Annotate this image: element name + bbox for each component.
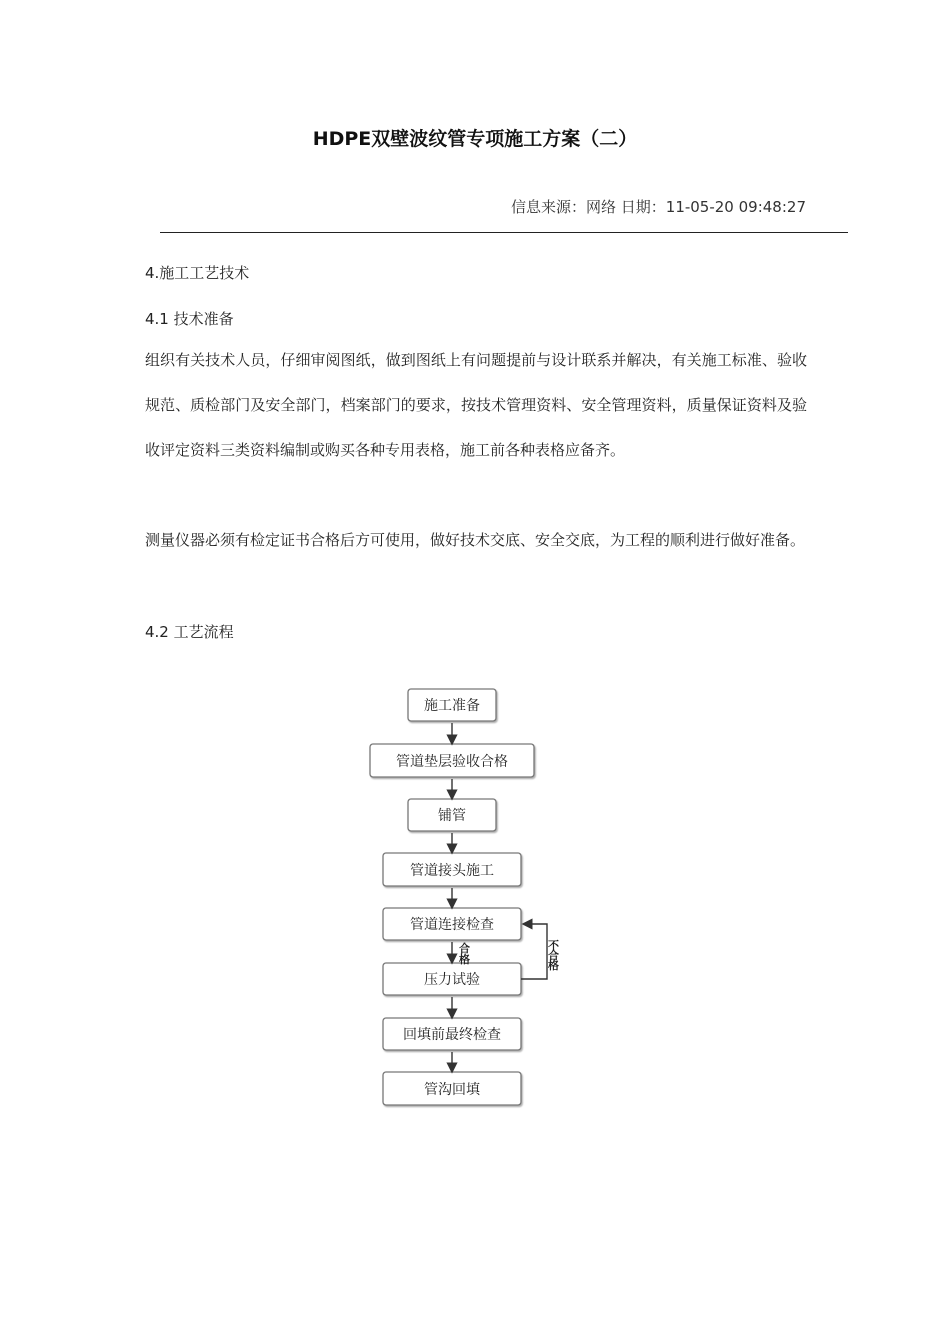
flow-step-6 <box>383 963 521 995</box>
section-heading-4-2: 4.2 工艺流程 <box>145 623 234 641</box>
flow-step-3 <box>408 799 496 831</box>
flow-step-8 <box>383 1072 521 1105</box>
flow-step-5 <box>383 908 521 940</box>
flow-step-2 <box>370 744 534 777</box>
flow-step-4-label: 管道接头施工 <box>410 863 494 879</box>
pass-label-1: 合 <box>459 942 470 955</box>
title-divider <box>160 232 848 233</box>
page-title: HDPE双壁波纹管专项施工方案（二） <box>312 128 638 150</box>
flow-step-3-label: 铺管 <box>438 808 466 824</box>
section-heading-4: 4.施工工艺技术 <box>145 264 250 282</box>
paragraph-technical-prep: 组织有关技术人员，仔细审阅图纸，做到图纸上有问题提前与设计联系并解决，有关施工标准、验收规范、质检部门及安全部门，档案部门的要求，按技术管理资料、安全管理资料，质量保证资料及验收评定资料三类资料编制或购买各种专用表格，施工前各种表格应备齐。 <box>145 351 807 459</box>
flow-step-5-label: 管道连接检查 <box>410 917 494 933</box>
fail-label-2: 合 <box>548 949 559 962</box>
flow-step-8-label: 管沟回填 <box>424 1082 480 1098</box>
section-heading-4-1: 4.1 技术准备 <box>145 310 234 328</box>
flow-step-2-label: 管道垫层验收合格 <box>396 754 508 770</box>
flow-step-7 <box>383 1018 521 1050</box>
flow-step-1-label: 施工准备 <box>424 698 480 714</box>
flow-step-7-label: 回填前最终检查 <box>403 1027 501 1043</box>
flow-step-4 <box>383 853 521 886</box>
arrow-fail-loop <box>521 924 547 979</box>
source-date-line: 信息来源：网络 日期：11-05-20 09:48:27 <box>511 198 806 216</box>
fail-label-1: 不 <box>548 939 559 952</box>
process-flowchart <box>360 680 580 1120</box>
flow-step-6-label: 压力试验 <box>424 972 480 988</box>
paragraph-instruments: 测量仪器必须有检定证书合格后方可使用，做好技术交底、安全交底，为工程的顺利进行做好准备。 <box>145 531 806 549</box>
pass-label-2: 格 <box>459 953 470 966</box>
fail-label-3: 格 <box>548 959 559 972</box>
flow-step-1 <box>408 689 496 721</box>
